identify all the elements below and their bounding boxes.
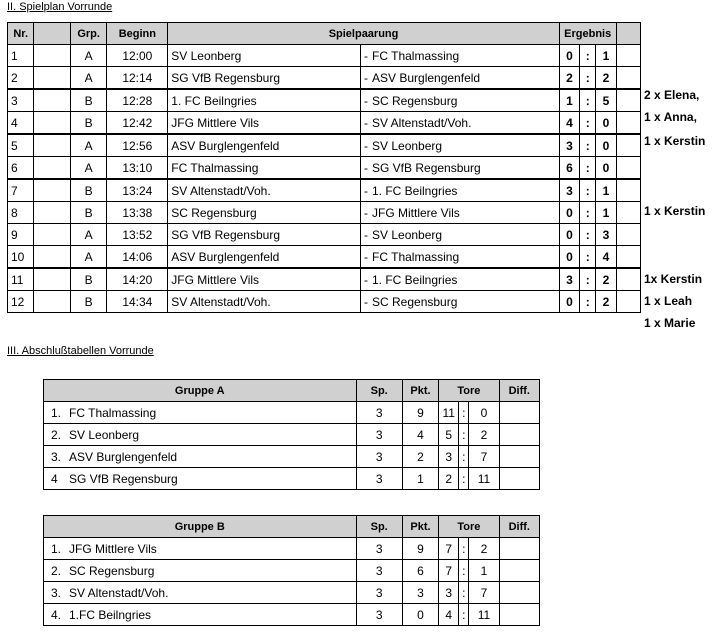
match-time: 14:34 bbox=[107, 291, 168, 313]
standings-row bbox=[44, 560, 540, 582]
group-a-header-tore: Tore bbox=[439, 380, 499, 402]
match-group: A bbox=[70, 224, 107, 246]
standings-goals-against: 11 bbox=[469, 468, 499, 490]
match-row bbox=[8, 291, 641, 313]
match-home-team: SV Altenstadt/Voh. bbox=[168, 179, 361, 202]
match-nr: 8 bbox=[8, 202, 34, 224]
scorer-note: 1 x Marie bbox=[644, 316, 696, 330]
group-a-title: Gruppe A bbox=[44, 380, 357, 402]
standings-rank: 4. bbox=[51, 607, 62, 622]
standings-diff bbox=[499, 560, 539, 582]
match-goals-away: 3 bbox=[596, 224, 616, 246]
standings-diff bbox=[499, 538, 539, 560]
standings-played: 3 bbox=[356, 582, 402, 604]
match-time: 12:00 bbox=[107, 45, 168, 67]
match-away-cell bbox=[361, 268, 560, 291]
match-goals-home: 0 bbox=[559, 224, 579, 246]
standings-diff bbox=[499, 446, 539, 468]
match-goals-away: 0 bbox=[596, 134, 616, 157]
match-group: A bbox=[70, 157, 107, 180]
standings-rank: 2. bbox=[51, 427, 62, 442]
standings-goals-for: 7 bbox=[439, 560, 459, 582]
standings-goals-against: 2 bbox=[469, 424, 499, 446]
match-blank-end bbox=[616, 112, 640, 135]
match-away-cell bbox=[361, 112, 560, 135]
match-time: 13:10 bbox=[107, 157, 168, 180]
standings-goals-against: 11 bbox=[469, 604, 499, 626]
match-blank bbox=[34, 268, 71, 291]
match-row bbox=[8, 268, 641, 291]
standings-rank: 4 bbox=[51, 471, 58, 486]
match-dash: - bbox=[364, 249, 368, 264]
match-score-sep: : bbox=[580, 179, 596, 202]
match-nr: 7 bbox=[8, 179, 34, 202]
match-goals-home: 2 bbox=[559, 67, 579, 90]
standings-played: 3 bbox=[356, 468, 402, 490]
match-away-cell bbox=[361, 202, 560, 224]
standings-goals-against: 7 bbox=[469, 446, 499, 468]
header-spielpaarung: Spielpaarung bbox=[168, 23, 560, 45]
match-time: 12:14 bbox=[107, 67, 168, 90]
match-score-sep: : bbox=[580, 112, 596, 135]
match-nr: 11 bbox=[8, 268, 34, 291]
match-dash: - bbox=[364, 138, 368, 153]
standings-team-cell bbox=[44, 538, 357, 560]
standings-goals-against: 7 bbox=[469, 582, 499, 604]
standings-team-cell bbox=[44, 424, 357, 446]
group-b-header-tore: Tore bbox=[439, 516, 499, 538]
match-blank-end bbox=[616, 157, 640, 180]
standings-goals-for: 3 bbox=[439, 446, 459, 468]
standings-points: 3 bbox=[402, 582, 438, 604]
group-a-header-pkt: Pkt. bbox=[402, 380, 438, 402]
match-group: B bbox=[70, 268, 107, 291]
match-group: B bbox=[70, 291, 107, 313]
match-away-team: 1. FC Beilngries bbox=[372, 183, 458, 198]
match-blank bbox=[34, 67, 71, 90]
match-blank bbox=[34, 45, 71, 67]
match-away-cell bbox=[361, 246, 560, 269]
match-nr: 2 bbox=[8, 67, 34, 90]
standings-rank: 1. bbox=[51, 541, 62, 556]
scorer-note: 1 x Kerstin bbox=[644, 134, 706, 148]
standings-goals-for: 7 bbox=[439, 538, 459, 560]
match-away-team: SC Regensburg bbox=[372, 93, 458, 108]
match-blank-end bbox=[616, 45, 640, 67]
match-goals-away: 0 bbox=[596, 157, 616, 180]
match-group: A bbox=[70, 134, 107, 157]
standings-goals-sep: : bbox=[459, 468, 469, 490]
match-blank-end bbox=[616, 291, 640, 313]
match-time: 12:42 bbox=[107, 112, 168, 135]
match-blank bbox=[34, 246, 71, 269]
standings-goals-against: 0 bbox=[469, 402, 499, 424]
group-b-header-diff: Diff. bbox=[499, 516, 539, 538]
match-nr: 1 bbox=[8, 45, 34, 67]
match-score-sep: : bbox=[580, 45, 596, 67]
match-away-team: SV Leonberg bbox=[372, 138, 443, 153]
match-goals-away: 0 bbox=[596, 112, 616, 135]
scorer-note: 1 x Leah bbox=[644, 294, 693, 308]
match-group: B bbox=[70, 89, 107, 112]
standings-goals-sep: : bbox=[459, 402, 469, 424]
standings-points: 9 bbox=[402, 538, 438, 560]
match-blank bbox=[34, 202, 71, 224]
match-nr: 3 bbox=[8, 89, 34, 112]
match-group: B bbox=[70, 202, 107, 224]
standings-team: SG VfB Regensburg bbox=[69, 471, 178, 486]
group-b-header-pkt: Pkt. bbox=[402, 516, 438, 538]
match-score-sep: : bbox=[580, 67, 596, 90]
standings-points: 9 bbox=[402, 402, 438, 424]
match-score-sep: : bbox=[580, 134, 596, 157]
standings-diff bbox=[499, 424, 539, 446]
match-blank bbox=[34, 134, 71, 157]
standings-goals-sep: : bbox=[459, 446, 469, 468]
match-blank bbox=[34, 179, 71, 202]
match-blank-end bbox=[616, 179, 640, 202]
match-row bbox=[8, 134, 641, 157]
match-goals-home: 1 bbox=[559, 89, 579, 112]
standings-team: 1.FC Beilngries bbox=[69, 607, 152, 622]
standings-points: 4 bbox=[402, 424, 438, 446]
match-goals-away: 1 bbox=[596, 202, 616, 224]
match-row bbox=[8, 89, 641, 112]
match-away-cell bbox=[361, 157, 560, 180]
header-nr: Nr. bbox=[8, 23, 34, 45]
standings-played: 3 bbox=[356, 604, 402, 626]
match-nr: 4 bbox=[8, 112, 34, 135]
standings-team-cell bbox=[44, 582, 357, 604]
standings-goals-for: 4 bbox=[439, 604, 459, 626]
standings-rank: 2. bbox=[51, 563, 62, 578]
match-nr: 10 bbox=[8, 246, 34, 269]
match-time: 13:52 bbox=[107, 224, 168, 246]
match-home-team: SC Regensburg bbox=[168, 202, 361, 224]
header-blank-end bbox=[616, 23, 640, 45]
standings-team-cell bbox=[44, 468, 357, 490]
standings-team: SC Regensburg bbox=[69, 563, 155, 578]
group-b-table bbox=[43, 515, 540, 626]
match-home-team: SG VfB Regensburg bbox=[168, 67, 361, 90]
match-group: B bbox=[70, 179, 107, 202]
standings-points: 0 bbox=[402, 604, 438, 626]
scorer-note: 1x Kerstin bbox=[644, 272, 703, 286]
match-away-cell bbox=[361, 224, 560, 246]
group-a-header-diff: Diff. bbox=[499, 380, 539, 402]
standings-goals-sep: : bbox=[459, 604, 469, 626]
match-dash: - bbox=[364, 48, 368, 63]
standings-goals-for: 2 bbox=[439, 468, 459, 490]
group-a-header-sp: Sp. bbox=[356, 380, 402, 402]
match-away-team: 1. FC Beilngries bbox=[372, 272, 458, 287]
match-score-sep: : bbox=[580, 224, 596, 246]
match-time: 13:38 bbox=[107, 202, 168, 224]
group-b-title: Gruppe B bbox=[44, 516, 357, 538]
match-score-sep: : bbox=[580, 291, 596, 313]
match-blank-end bbox=[616, 67, 640, 90]
standings-goals-for: 5 bbox=[439, 424, 459, 446]
standings-team: SV Altenstadt/Voh. bbox=[69, 585, 169, 600]
header-ergebnis: Ergebnis bbox=[559, 23, 616, 45]
standings-rank: 3. bbox=[51, 585, 62, 600]
standings-rank: 3. bbox=[51, 449, 62, 464]
match-home-team: JFG Mittlere Vils bbox=[168, 268, 361, 291]
match-dash: - bbox=[364, 93, 368, 108]
standings-played: 3 bbox=[356, 538, 402, 560]
match-blank bbox=[34, 224, 71, 246]
match-group: A bbox=[70, 246, 107, 269]
match-group: A bbox=[70, 67, 107, 90]
match-time: 14:06 bbox=[107, 246, 168, 269]
match-away-cell bbox=[361, 291, 560, 313]
match-dash: - bbox=[364, 160, 368, 175]
standings-goals-against: 2 bbox=[469, 538, 499, 560]
match-away-team: JFG Mittlere Vils bbox=[372, 205, 460, 220]
match-time: 14:20 bbox=[107, 268, 168, 291]
match-time: 13:24 bbox=[107, 179, 168, 202]
match-blank-end bbox=[616, 89, 640, 112]
standings-row bbox=[44, 604, 540, 626]
standings-team: SV Leonberg bbox=[69, 427, 140, 442]
match-blank-end bbox=[616, 268, 640, 291]
standings-played: 3 bbox=[356, 560, 402, 582]
standings-row bbox=[44, 402, 540, 424]
match-goals-home: 0 bbox=[559, 246, 579, 269]
match-home-team: JFG Mittlere Vils bbox=[168, 112, 361, 135]
match-goals-away: 1 bbox=[596, 179, 616, 202]
scorer-note: 1 x Kerstin bbox=[644, 204, 706, 218]
match-away-team: ASV Burglengenfeld bbox=[372, 70, 481, 85]
header-beginn: Beginn bbox=[107, 23, 168, 45]
standings-team: FC Thalmassing bbox=[69, 405, 157, 420]
match-score-sep: : bbox=[580, 202, 596, 224]
match-home-team: ASV Burglengenfeld bbox=[168, 246, 361, 269]
standings-points: 1 bbox=[402, 468, 438, 490]
match-away-cell bbox=[361, 67, 560, 90]
match-group: A bbox=[70, 45, 107, 67]
match-group: B bbox=[70, 112, 107, 135]
match-blank bbox=[34, 157, 71, 180]
standings-played: 3 bbox=[356, 446, 402, 468]
match-nr: 5 bbox=[8, 134, 34, 157]
match-home-team: ASV Burglengenfeld bbox=[168, 134, 361, 157]
match-score-sep: : bbox=[580, 157, 596, 180]
match-row bbox=[8, 202, 641, 224]
match-row bbox=[8, 112, 641, 135]
standings-goals-sep: : bbox=[459, 538, 469, 560]
scorer-note: 1 x Anna, bbox=[644, 110, 697, 124]
standings-team-cell bbox=[44, 402, 357, 424]
match-away-team: FC Thalmassing bbox=[372, 249, 460, 264]
standings-team-cell bbox=[44, 446, 357, 468]
match-dash: - bbox=[364, 70, 368, 85]
section-title-schedule: II. Spielplan Vorrunde bbox=[7, 1, 113, 13]
match-blank-end bbox=[616, 224, 640, 246]
standings-goals-against: 1 bbox=[469, 560, 499, 582]
match-goals-home: 3 bbox=[559, 268, 579, 291]
standings-team: JFG Mittlere Vils bbox=[69, 541, 157, 556]
standings-points: 6 bbox=[402, 560, 438, 582]
match-row bbox=[8, 157, 641, 180]
match-goals-away: 1 bbox=[596, 45, 616, 67]
standings-team: ASV Burglengenfeld bbox=[69, 449, 178, 464]
match-dash: - bbox=[364, 294, 368, 309]
match-blank bbox=[34, 89, 71, 112]
standings-diff bbox=[499, 582, 539, 604]
match-blank bbox=[34, 112, 71, 135]
match-dash: - bbox=[364, 183, 368, 198]
match-away-team: FC Thalmassing bbox=[372, 48, 460, 63]
match-away-team: SV Altenstadt/Voh. bbox=[372, 115, 472, 130]
standings-goals-for: 11 bbox=[439, 402, 459, 424]
standings-row bbox=[44, 468, 540, 490]
standings-played: 3 bbox=[356, 402, 402, 424]
match-home-team: SV Leonberg bbox=[168, 45, 361, 67]
match-goals-away: 4 bbox=[596, 246, 616, 269]
match-away-cell bbox=[361, 134, 560, 157]
match-home-team: SV Altenstadt/Voh. bbox=[168, 291, 361, 313]
match-blank-end bbox=[616, 202, 640, 224]
match-goals-away: 2 bbox=[596, 268, 616, 291]
standings-goals-sep: : bbox=[459, 582, 469, 604]
match-row bbox=[8, 67, 641, 90]
scorer-note: 2 x Elena, bbox=[644, 88, 700, 102]
match-goals-home: 0 bbox=[559, 45, 579, 67]
standings-goals-sep: : bbox=[459, 424, 469, 446]
header-grp: Grp. bbox=[70, 23, 107, 45]
section-title-tables: III. Abschlußtabellen Vorrunde bbox=[7, 345, 154, 357]
match-goals-home: 0 bbox=[559, 291, 579, 313]
match-dash: - bbox=[364, 205, 368, 220]
match-goals-home: 0 bbox=[559, 202, 579, 224]
match-blank-end bbox=[616, 246, 640, 269]
match-dash: - bbox=[364, 115, 368, 130]
header-blank bbox=[34, 23, 71, 45]
standings-row bbox=[44, 446, 540, 468]
standings-rank: 1. bbox=[51, 405, 62, 420]
schedule-table bbox=[7, 22, 641, 313]
standings-row bbox=[44, 538, 540, 560]
standings-diff bbox=[499, 604, 539, 626]
match-goals-away: 5 bbox=[596, 89, 616, 112]
standings-goals-sep: : bbox=[459, 560, 469, 582]
match-row bbox=[8, 179, 641, 202]
match-away-cell bbox=[361, 45, 560, 67]
match-nr: 9 bbox=[8, 224, 34, 246]
match-away-team: SV Leonberg bbox=[372, 227, 443, 242]
match-time: 12:28 bbox=[107, 89, 168, 112]
standings-diff bbox=[499, 402, 539, 424]
match-home-team: FC Thalmassing bbox=[168, 157, 361, 180]
match-row bbox=[8, 246, 641, 269]
standings-team-cell bbox=[44, 604, 357, 626]
match-score-sep: : bbox=[580, 89, 596, 112]
match-goals-home: 6 bbox=[559, 157, 579, 180]
match-blank-end bbox=[616, 134, 640, 157]
match-nr: 12 bbox=[8, 291, 34, 313]
standings-played: 3 bbox=[356, 424, 402, 446]
standings-points: 2 bbox=[402, 446, 438, 468]
standings-team-cell bbox=[44, 560, 357, 582]
group-b-header-sp: Sp. bbox=[356, 516, 402, 538]
match-away-cell bbox=[361, 179, 560, 202]
match-away-team: SC Regensburg bbox=[372, 294, 458, 309]
match-dash: - bbox=[364, 227, 368, 242]
match-home-team: 1. FC Beilngries bbox=[168, 89, 361, 112]
standings-goals-for: 3 bbox=[439, 582, 459, 604]
standings-diff bbox=[499, 468, 539, 490]
standings-row bbox=[44, 424, 540, 446]
match-goals-away: 2 bbox=[596, 291, 616, 313]
match-goals-home: 3 bbox=[559, 179, 579, 202]
match-away-team: SG VfB Regensburg bbox=[372, 160, 481, 175]
match-goals-away: 2 bbox=[596, 67, 616, 90]
match-away-cell bbox=[361, 89, 560, 112]
match-score-sep: : bbox=[580, 268, 596, 291]
match-goals-home: 4 bbox=[559, 112, 579, 135]
standings-row bbox=[44, 582, 540, 604]
match-row bbox=[8, 224, 641, 246]
match-time: 12:56 bbox=[107, 134, 168, 157]
match-home-team: SG VfB Regensburg bbox=[168, 224, 361, 246]
match-score-sep: : bbox=[580, 246, 596, 269]
match-blank bbox=[34, 291, 71, 313]
match-goals-home: 3 bbox=[559, 134, 579, 157]
match-nr: 6 bbox=[8, 157, 34, 180]
match-dash: - bbox=[364, 272, 368, 287]
group-a-table bbox=[43, 379, 540, 490]
match-row bbox=[8, 45, 641, 67]
